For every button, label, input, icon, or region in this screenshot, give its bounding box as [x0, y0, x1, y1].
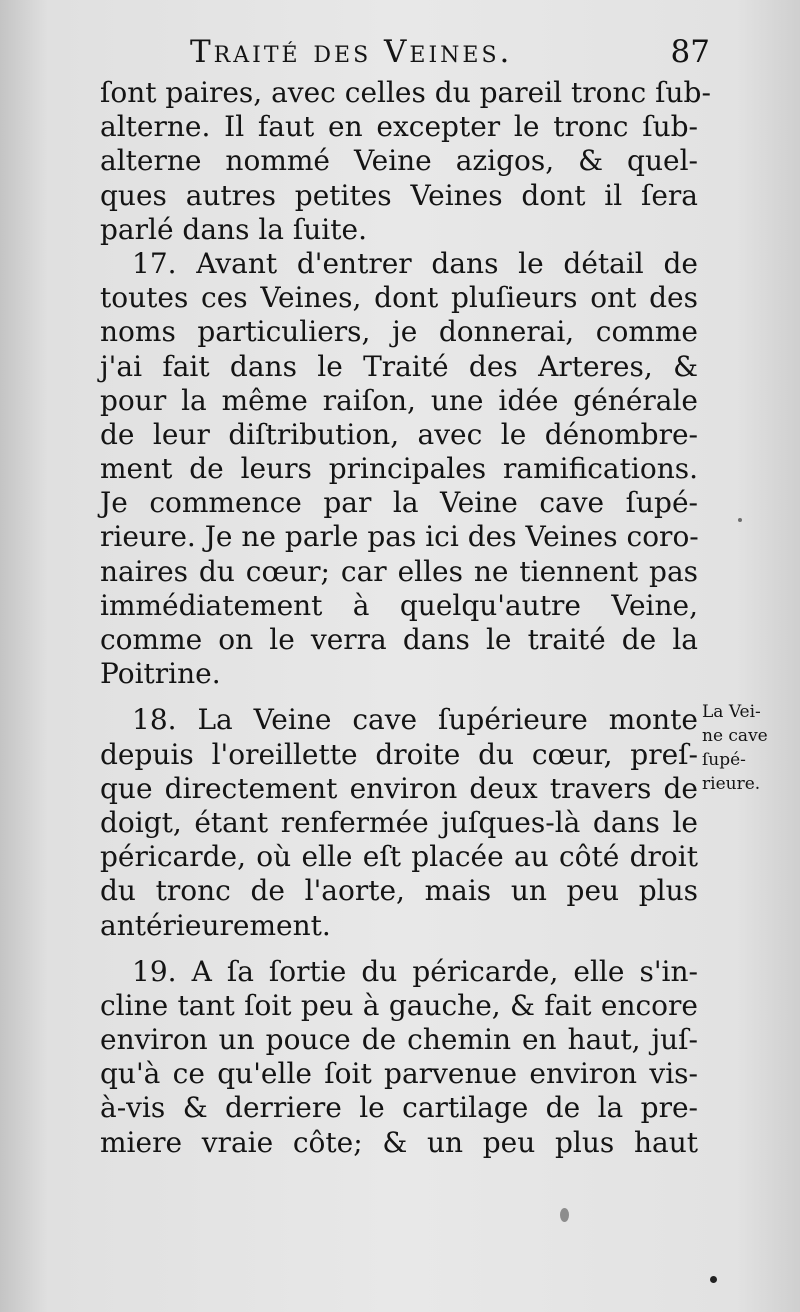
- paragraph-spacer: [100, 943, 698, 955]
- ink-speck: [560, 1208, 569, 1222]
- text-line: naires du cœur; car elles ne tiennent pas: [100, 554, 698, 588]
- paragraph-17-first-line: 17. Avant d'entrer dans le détail de: [132, 246, 698, 280]
- text-line: cline tant ſoit peu à gauche, & fait encore: [100, 988, 698, 1022]
- text-line: doigt, étant renfermée juſques-là dans le: [100, 805, 698, 839]
- text-line: comme on le verra dans le traité de la: [100, 623, 698, 656]
- text-line: ques autres petites Veines dont il ſera: [100, 178, 698, 212]
- text-line: Poitrine.: [100, 657, 221, 691]
- page-number: 87: [670, 34, 710, 70]
- ink-speck: [710, 1276, 717, 1283]
- running-title: Traité des Veines.: [190, 34, 513, 70]
- text-line: immédiatement à quelqu'autre Veine,: [100, 588, 698, 622]
- text-line: j'ai fait dans le Traité des Arteres, &: [100, 349, 698, 383]
- body-text: [100, 76, 711, 1160]
- text-line: ſont paires, avec celles du pareil tronc ſub-: [100, 76, 711, 109]
- text-line: de leur diſtribution, avec le dénombre-: [100, 417, 698, 451]
- text-line: à-vis & derriere le cartilage de la pre-: [100, 1091, 698, 1125]
- page-header: [190, 34, 710, 74]
- text-line: pour la même raiſon, une idée générale: [100, 383, 698, 417]
- text-line: antérieurement.: [100, 908, 331, 942]
- text-line: qu'à ce qu'elle ſoit parvenue environ vis-: [100, 1057, 698, 1091]
- text-line: du tronc de l'aorte, mais un peu plus: [100, 874, 698, 908]
- text-line: miere vraie côte; & un peu plus haut: [100, 1125, 698, 1159]
- margin-note: [702, 700, 798, 796]
- text-line: rieure. Je ne parle pas ici des Veines coro-: [100, 520, 699, 554]
- paragraph-19-first-line: 19. A ſa ſortie du péricarde, elle s'in-: [132, 954, 698, 988]
- text-line: alterne nommé Veine azigos, & quel-: [100, 144, 698, 178]
- text-line: Je commence par la Veine cave ſupé-: [100, 486, 698, 520]
- paragraph-18-first-line: 18. La Veine cave ſupérieure monte: [132, 703, 698, 737]
- margin-note-line: rieure.: [702, 774, 761, 794]
- text-line: alterne. Il faut en excepter le tronc ſub-: [100, 110, 698, 144]
- text-line: noms particuliers, je donnerai, comme: [100, 315, 698, 349]
- text-line: péricarde, où elle eſt placée au côté droit: [100, 840, 698, 874]
- paragraph-spacer: [100, 691, 698, 703]
- text-line: toutes ces Veines, dont pluſieurs ont des: [100, 281, 698, 315]
- text-line: depuis l'oreillette droite du cœur, preſ-: [100, 737, 698, 771]
- ink-speck: [738, 518, 742, 522]
- margin-note-line: ſupé-: [702, 750, 746, 770]
- text-line: ment de leurs principales ramifications.: [100, 452, 698, 486]
- margin-note-line: ne cave: [702, 726, 768, 746]
- text-line: que directement environ deux travers de: [100, 771, 698, 805]
- text-line: environ un pouce de chemin en haut, juſ-: [100, 1023, 698, 1057]
- text-line: parlé dans la ſuite.: [100, 212, 367, 246]
- margin-note-line: La Vei-: [702, 702, 761, 722]
